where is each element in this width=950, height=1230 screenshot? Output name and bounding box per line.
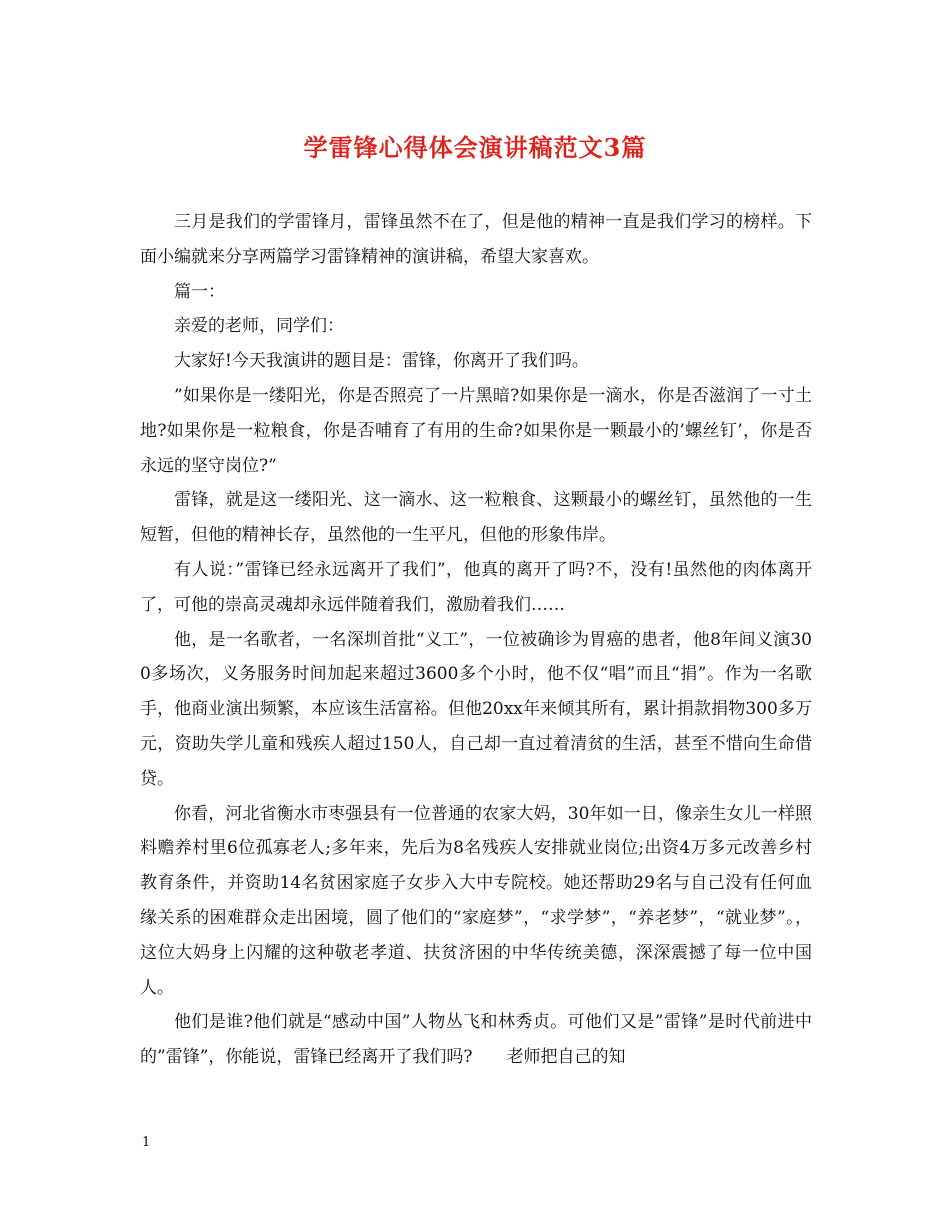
document-title: 学雷锋心得体会演讲稿范文3篇 — [303, 133, 647, 162]
paragraph: 你看，河北省衡水市枣强县有一位普通的农家大妈，30年如一日，像亲生女儿一样照料赡养村里6位孤寡老人;多年来，先后为8名残疾人安排就业岗位;出资4万多元改善乡村教育条件，并资助14名贫困家庭子女步入大中专院校。她还帮助29名与自己没有任何血缘关系的困难群众走出困境，圆了他们的“家庭梦”，“求学梦”，“养老梦”，“就业梦”。，这位大妈身上闪耀的这种敬老孝道、扶贫济困的中华传统美德，深深震撼了每一位中国人。 — [140, 803, 812, 998]
paragraph: 雷锋，就是这一缕阳光、这一滴水、这一粒粮食、这颗最小的螺丝钉，虽然他的一生短暂，但他的精神长存，虽然他的一生平凡，但他的形象伟岸。 — [140, 490, 812, 546]
paragraph: 有人说：”雷锋已经永远离开了我们”，他真的离开了吗?不，没有!虽然他的肉体离开了，可他的崇高灵魂却永远伴随着我们，激励着我们…… — [140, 559, 812, 615]
document-body — [140, 205, 812, 1075]
paragraph: 三月是我们的学雷锋月，雷锋虽然不在了，但是他的精神一直是我们学习的榜样。下面小编就来分享两篇学习雷锋精神的演讲稿，希望大家喜欢。 — [140, 212, 812, 267]
paragraph: 他们是谁?他们就是“感动中国”人物丛飞和林秀贞。可他们又是”雷锋”是时代前进中的”雷锋”，你能说，雷锋已经离开了我们吗? 老师把自己的知 — [140, 1012, 812, 1068]
paragraph: ”如果你是一缕阳光，你是否照亮了一片黑暗?如果你是一滴水，你是否滋润了一寸土地?如果你是一粒粮食，你是否哺育了有用的生命?如果你是一颗最小的’螺丝钉’，你是否永远的坚守岗位?” — [140, 385, 812, 476]
paragraph: 篇一： — [174, 281, 225, 302]
page-number: 1 — [142, 1135, 151, 1150]
paragraph: 亲爱的老师，同学们： — [174, 316, 344, 337]
paragraph: 大家好!今天我演讲的题目是：雷锋，你离开了我们吗。 — [174, 351, 589, 372]
paragraph: 他，是一名歌者，一名深圳首批“义工”，一位被确诊为胃癌的患者，他8年间义演300多场次，义务服务时间加起来超过3600多个小时，他不仅“唱”而且“捐”。作为一名歌手，他商业演出频繁，本应该生活富裕。但他20xx年来倾其所有，累计捐款捐物300多万元，资助失学儿童和残疾人超过150人，自己却一直过着清贫的生活，甚至不惜向生命借贷。 — [140, 629, 812, 789]
